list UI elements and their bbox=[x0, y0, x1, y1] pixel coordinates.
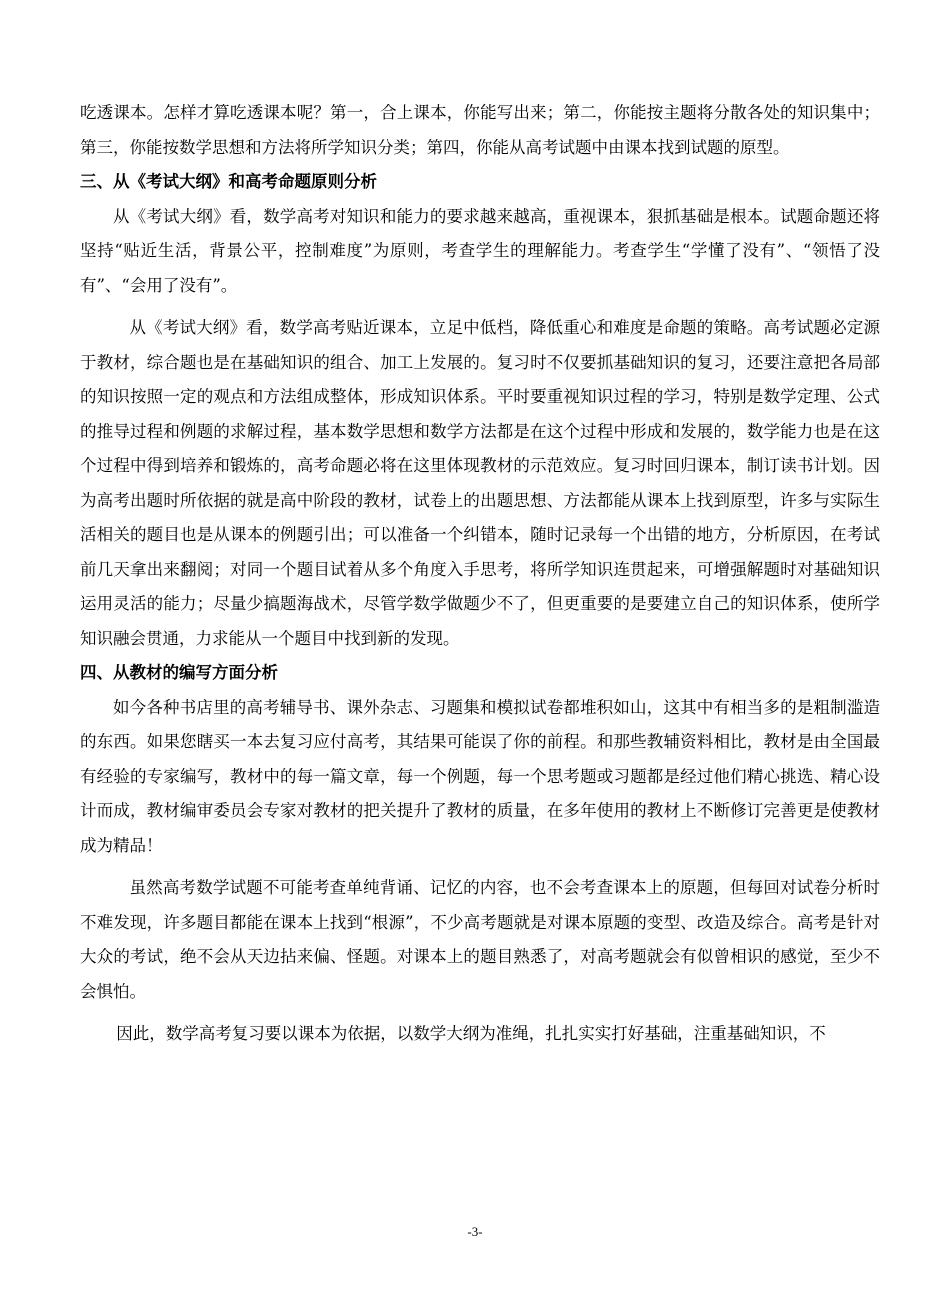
paragraph-conclusion: 因此，数学高考复习要以课本为依据，以数学大纲为准绳，扎扎实实打好基础，注重基础知识，不 bbox=[116, 1024, 826, 1043]
paragraph-textbook-quality: 如今各种书店里的高考辅导书、课外杂志、习题集和模拟试卷都堆积如山，这其中有相当多的是粗制滥造的东西。如果您瞎买一本去复习应付高考，其结果可能误了你的前程。和那些教辅资料相比，教材是由全国最有经验的专家编写，教材中的每一篇文章，每一个例题，每一个思考题或习题都是经过他们精心挑选、精心设计而成，教材编审委员会专家对教材的把关提升了教材的质量，在多年使用的教材上不断修订完善更是使教材成为精品！ bbox=[80, 697, 880, 855]
document-body bbox=[80, 96, 880, 1052]
paragraph-intro: 吃透课本。怎样才算吃透课本呢？第一，合上课本，你能写出来；第二，你能按主题将分散各处的知识集中；第三，你能按数学思想和方法将所学知识分类；第四，你能从高考试题中由课本找到试题的原型。 bbox=[80, 103, 880, 157]
paragraph-exam-source: 虽然高考数学试题不可能考查单纯背诵、记忆的内容，也不会考查课本上的原题，但每回对试卷分析时不难发现，许多题目都能在课本上找到“根源”，不少高考题就是对课本原题的变型、改造及综合。高考是针对大众的考试，绝不会从天边拈来偏、怪题。对课本上的题目熟悉了，对高考题就会有似曾相识的感觉，至少不会惧怕。 bbox=[80, 878, 880, 1001]
paragraph-gap bbox=[80, 1009, 880, 1017]
section-heading-4: 四、从教材的编写方面分析 bbox=[80, 663, 278, 682]
paragraph-exam-strategy: 从《考试大纲》看，数学高考贴近课本，立足中低档，降低重心和难度是命题的策略。高考试题必定源于教材，综合题也是在基础知识的组合、加工上发展的。复习时不仅要抓基础知识的复习，还要注意把各局部的知识按照一定的观点和方法组成整体，形成知识体系。平时要重视知识过程的学习，特别是数学定理、公式的推导过程和例题的求解过程，基本数学思想和数学方法都是在这个过程中形成和发展的，数学能力也是在这个过程中得到培养和锻炼的，高考命题必将在这里体现教材的示范效应。复习时回归课本，制订读书计划。因为高考出题时所依据的就是高中阶段的教材，试卷上的出题思想、方法都能从课本上找到原型，许多与实际生活相关的题目也是从课本的例题引出；可以准备一个纠错本，随时记录每一个出错的地方，分析原因，在考试前几天拿出来翻阅；对同一个题目试着从多个角度入手思考，将所学知识连贯起来，可增强解题时对基础知识运用灵活的能力；尽量少搞题海战术，尽管学数学做题少不了，但更重要的是要建立自己的知识体系，使所学知识融会贯通，力求能从一个题目中找到新的发现。 bbox=[80, 318, 880, 648]
section-heading-3: 三、从《考试大纲》和高考命题原则分析 bbox=[80, 172, 377, 191]
paragraph-gap bbox=[80, 303, 880, 311]
page-number: -3- bbox=[467, 1224, 483, 1239]
paragraph-gap bbox=[80, 863, 880, 871]
paragraph-exam-outline: 从《考试大纲》看，数学高考对知识和能力的要求越来越高，重视课本，狠抓基础是根本。试题命题还将坚持“贴近生活，背景公平，控制难度”为原则，考查学生的理解能力。考查学生“学懂了没有”、“领悟了没有”、“会用了没有”。 bbox=[80, 206, 880, 295]
